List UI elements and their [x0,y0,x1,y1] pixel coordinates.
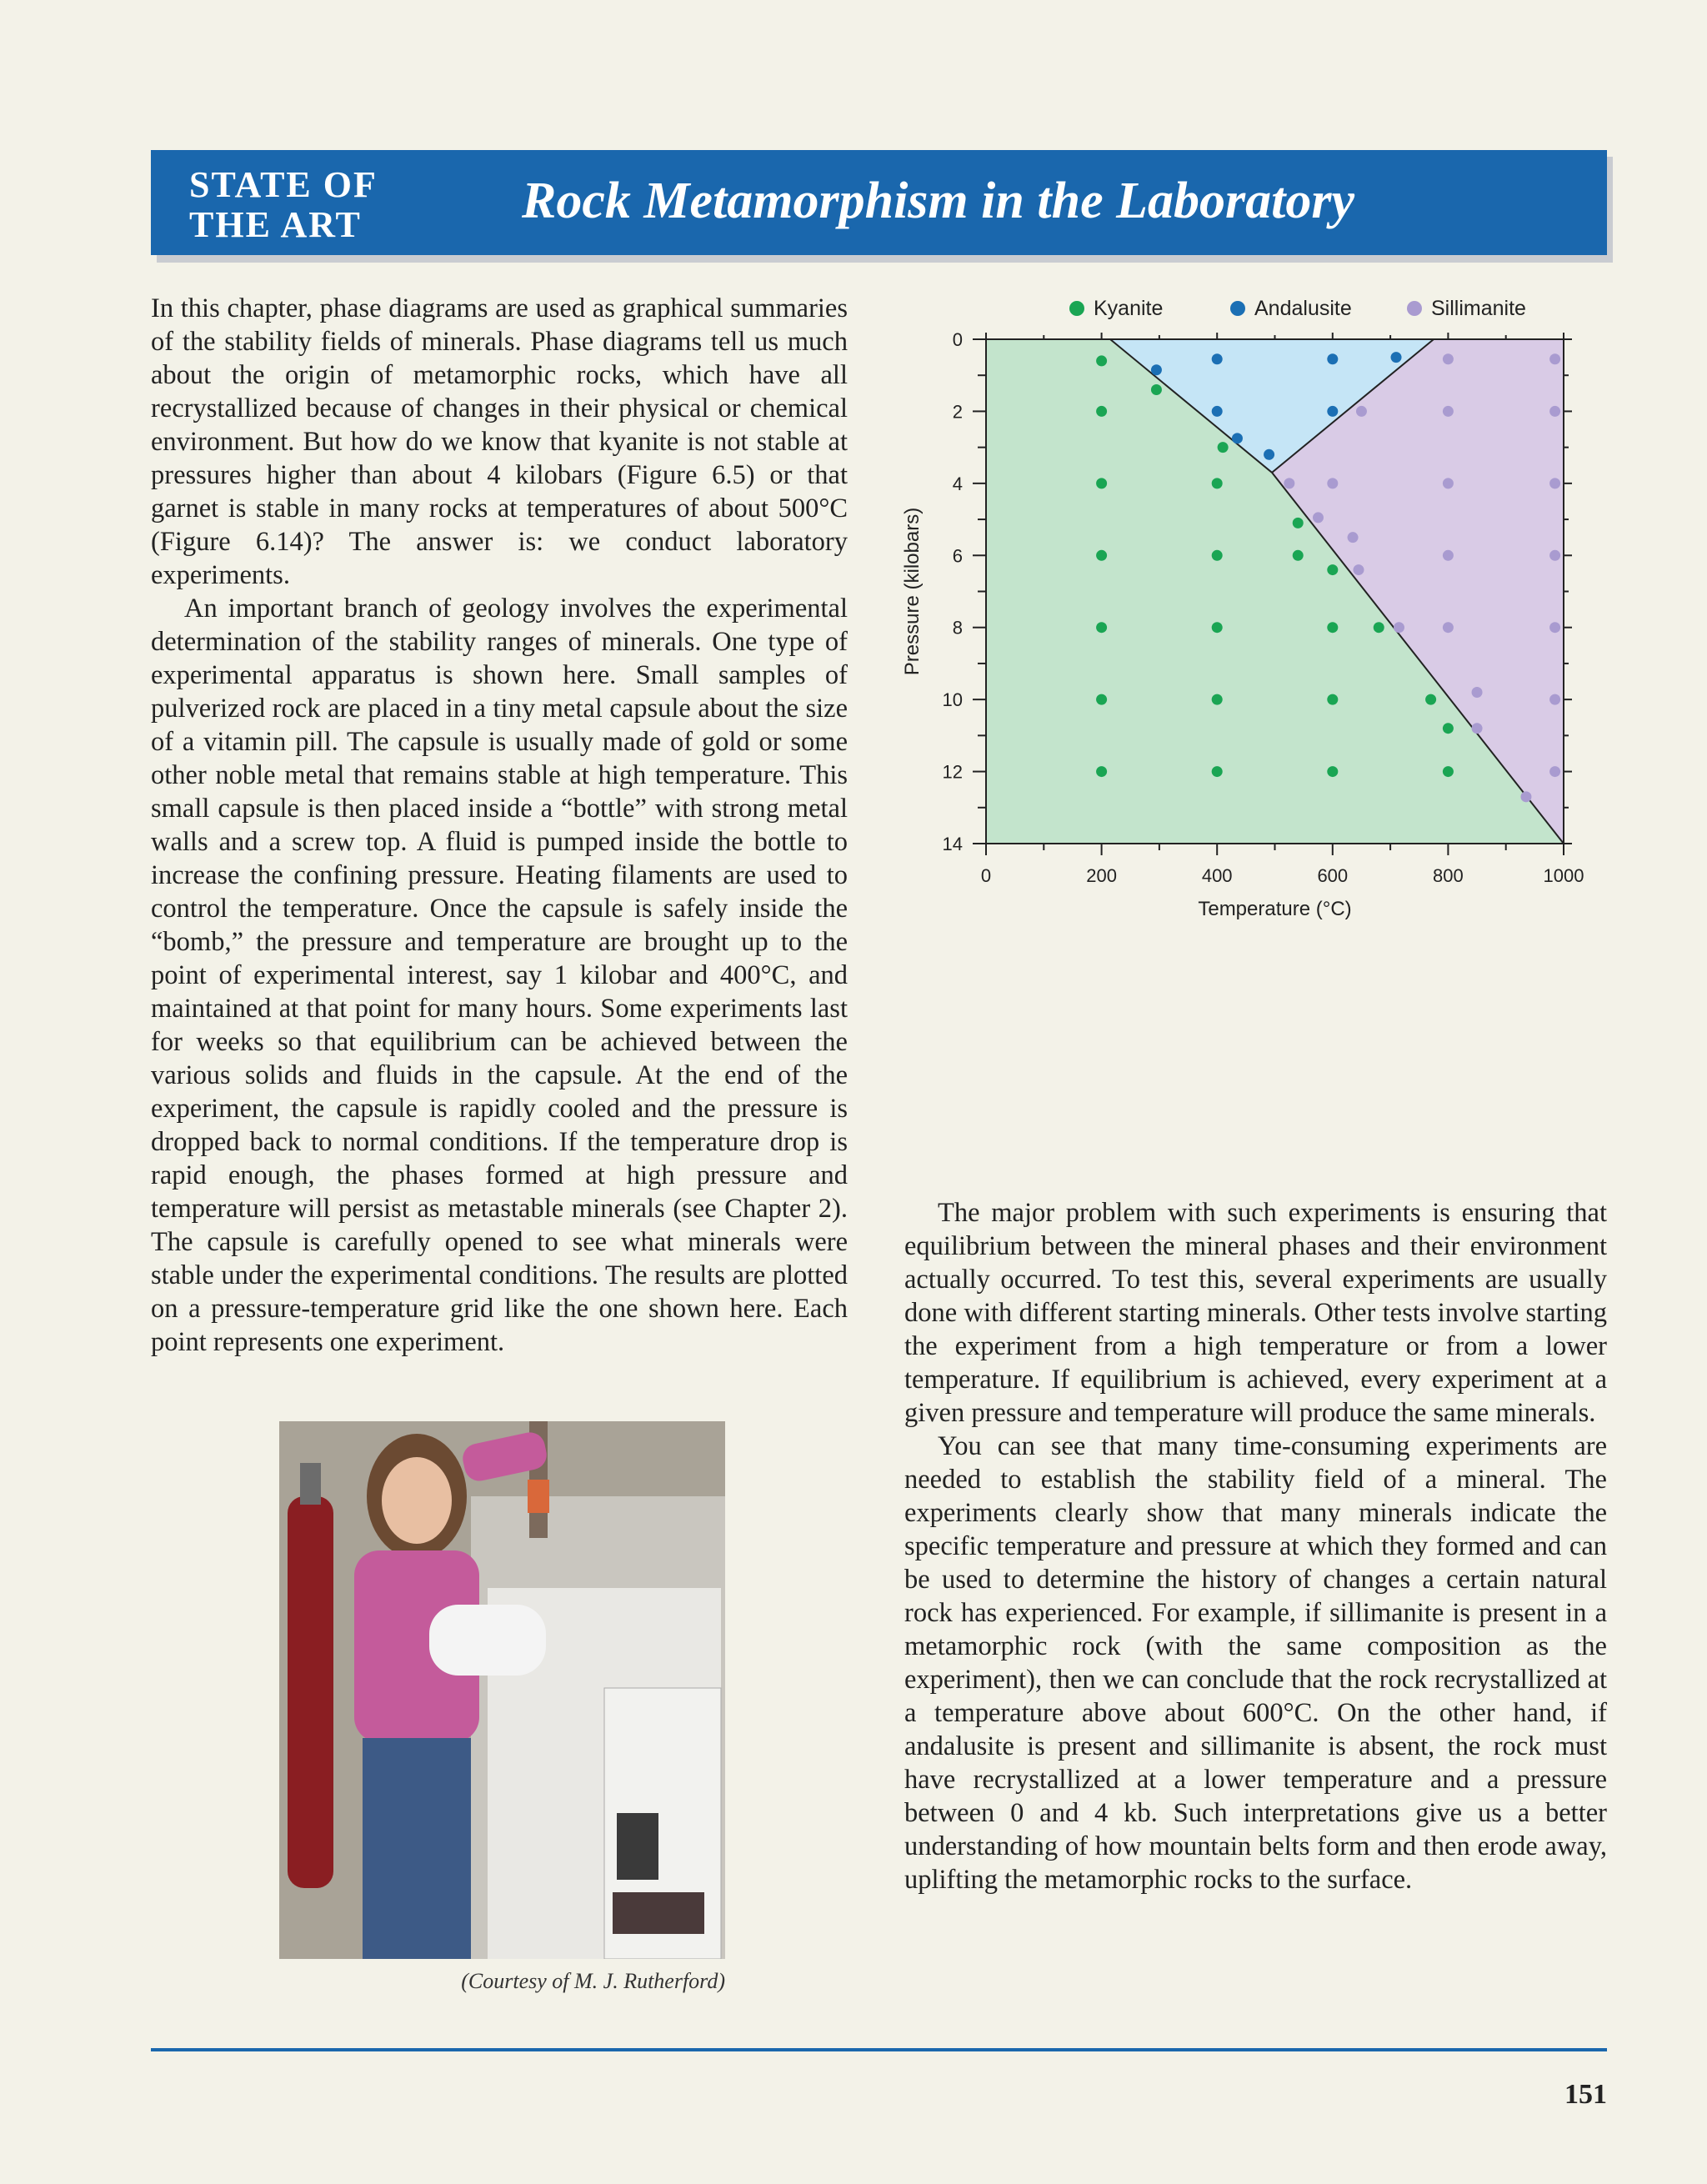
sillimanite-point [1356,406,1367,417]
sillimanite-point [1327,478,1338,488]
y-tick-label: 10 [942,689,963,711]
kyanite-point [1212,622,1223,633]
x-tick-label: 800 [1433,865,1464,886]
laboratory-photo [279,1421,725,1959]
sillimanite-point [1443,353,1454,364]
legend [1069,297,1526,320]
phase-diagram-chart [900,288,1617,1138]
sillimanite-legend-label: Sillimanite [1431,297,1526,320]
sillimanite-point [1443,478,1454,488]
sillimanite-point [1549,694,1560,705]
sillimanite-point [1313,512,1324,523]
paragraph: You can see that many time-consuming experiments are needed to establish the stability field of a mineral. The experiments clearly show that many minerals indicate the specific temperature and pressure at which they formed and can be used to determine the history of changes a certain natural rock has experienced. For example, if sillimanite is present in a metamorphic rock (with the same composition as the experiment), then we can conclude that the rock recrystallized at a temperature above about 600°C. On the other hand, if andalusite is present and sillimanite is absent, the rock must have recrystallized at a lower temperature and a pressure between 0 and 4 kb. Such interpretations give us a better understanding of how mountain belts form and then erode away, uplifting the metamorphic rocks to the surface. [904,1431,1607,1895]
kyanite-point [1293,518,1304,528]
sillimanite-point [1549,622,1560,633]
paragraph: The major problem with such experiments is ensuring that equilibrium between the mineral phases and their environment actually occurred. To test this, several experiments are usually done with different starting minerals. Other tests involve starting the experiment from a high temperature or from a lower temperature. If equilibrium is achieved, every experiment at a given pressure and temperature will produce the same minerals. [904,1198,1607,1428]
sillimanite-point [1549,478,1560,488]
kyanite-point [1151,384,1162,395]
kyanite-point [1212,694,1223,705]
andalusite-legend-label: Andalusite [1254,297,1352,320]
kyanite-point [1096,622,1107,633]
sillimanite-legend-swatch [1407,301,1422,316]
kyanite-point [1212,478,1223,488]
x-tick-label: 200 [1086,865,1117,886]
photo-illustration [279,1421,725,1959]
x-tick-label: 1000 [1543,865,1584,886]
kyanite-point [1327,694,1338,705]
y-axis-label: Pressure (kilobars) [901,507,924,676]
sillimanite-point [1549,766,1560,777]
sillimanite-point [1549,406,1560,417]
kyanite-point [1212,550,1223,561]
andalusite-point [1327,353,1338,364]
andalusite-point [1232,433,1243,443]
banner-kicker-line2: THE ART [189,204,362,245]
x-tick-label: 400 [1201,865,1233,886]
right-column [904,1196,1607,1896]
page-number: 151 [1564,2079,1607,2110]
kyanite-point [1212,766,1223,777]
kyanite-point [1096,478,1107,488]
sillimanite-point [1472,723,1483,734]
x-axis-label: Temperature (°C) [1198,898,1352,920]
photo-caption: (Courtesy of M. J. Rutherford) [461,1969,725,1993]
y-tick-label: 12 [942,761,963,783]
sillimanite-point [1394,622,1404,633]
y-tick-label: 0 [952,329,963,350]
left-column [151,292,848,1359]
sillimanite-point [1443,406,1454,417]
kyanite-legend-swatch [1069,301,1084,316]
kyanite-point [1327,564,1338,575]
sillimanite-point [1284,478,1294,488]
andalusite-point [1327,406,1338,417]
kyanite-point [1096,694,1107,705]
kyanite-point [1425,694,1436,705]
kyanite-point [1293,550,1304,561]
kyanite-point [1327,622,1338,633]
y-tick-label: 8 [952,617,963,639]
sillimanite-point [1353,564,1364,575]
andalusite-point [1212,406,1223,417]
kyanite-point [1096,550,1107,561]
andalusite-point [1391,352,1402,363]
x-tick-label: 0 [980,865,992,886]
sillimanite-point [1520,791,1531,802]
stability-fields [986,339,1564,844]
sillimanite-point [1443,550,1454,561]
y-tick-label: 2 [952,401,963,423]
kyanite-point [1218,442,1229,453]
y-tick-label: 4 [952,473,963,494]
footer-rule [151,2048,1607,2051]
kyanite-point [1374,622,1384,633]
andalusite-legend-swatch [1230,301,1245,316]
kyanite-point [1327,766,1338,777]
kyanite-legend-label: Kyanite [1094,297,1164,320]
section-banner [151,150,1607,255]
sillimanite-point [1443,622,1454,633]
x-tick-label: 600 [1317,865,1349,886]
kyanite-point [1096,766,1107,777]
banner-kicker [189,165,389,245]
banner-title: Rock Metamorphism in the Laboratory [522,173,1354,229]
andalusite-point [1264,449,1274,460]
kyanite-point [1443,766,1454,777]
andalusite-point [1212,353,1223,364]
sillimanite-point [1549,550,1560,561]
y-tick-label: 14 [942,834,963,854]
paragraph: An important branch of geology involves the experimental determination of the stability ranges of minerals. One type of experimental apparatus is shown here. Small samples of pulverized rock are placed in a tiny metal capsule about the size of a vitamin pill. The capsule is usually made of gold or some other noble metal that remains stable at high temperature. This small capsule is then placed inside a “bottle” with strong metal walls and a screw top. A fluid is pumped inside the bottle to increase the confining pressure. Heating filaments are used to control the temperature. Once the capsule is safely inside the “bomb,” the pressure and temperature are brought up to the point of experimental interest, say 1 kilobar and 400°C, and maintained at that point for many hours. Some experiments last for weeks so that equilibrium can be achieved between the various solids and fluids in the capsule. At the end of the experiment, the capsule is rapidly cooled and the pressure is dropped back to normal conditions. If the temperature drop is rapid enough, the phases formed at high pressure and temperature will persist as metastable minerals (see Chapter 2). The capsule is carefully opened to see what minerals were stable under the experimental conditions. The results are plotted on a pressure-temperature grid like the one shown here. Each point represents one experiment. [151,594,848,1357]
kyanite-point [1096,355,1107,366]
sillimanite-point [1549,353,1560,364]
y-tick-label: 6 [952,545,963,567]
sillimanite-point [1348,532,1359,543]
sillimanite-point [1472,687,1483,698]
kyanite-point [1443,723,1454,734]
paragraph: In this chapter, phase diagrams are used as graphical summaries of the stability fields of minerals. Phase diagrams tell us much about the origin of metamorphic rocks, which have all recrystallized because of changes in their physical or chemical environment. But how do we know that kyanite is not stable at pressures higher than about 4 kilobars (Figure 6.5) or that garnet is stable in many rocks at temperatures of about 500°C (Figure 6.14)? The answer is: we conduct laboratory experiments. [151,293,848,590]
andalusite-point [1151,364,1162,375]
kyanite-point [1096,406,1107,417]
banner-kicker-line1: STATE OF [189,164,378,205]
